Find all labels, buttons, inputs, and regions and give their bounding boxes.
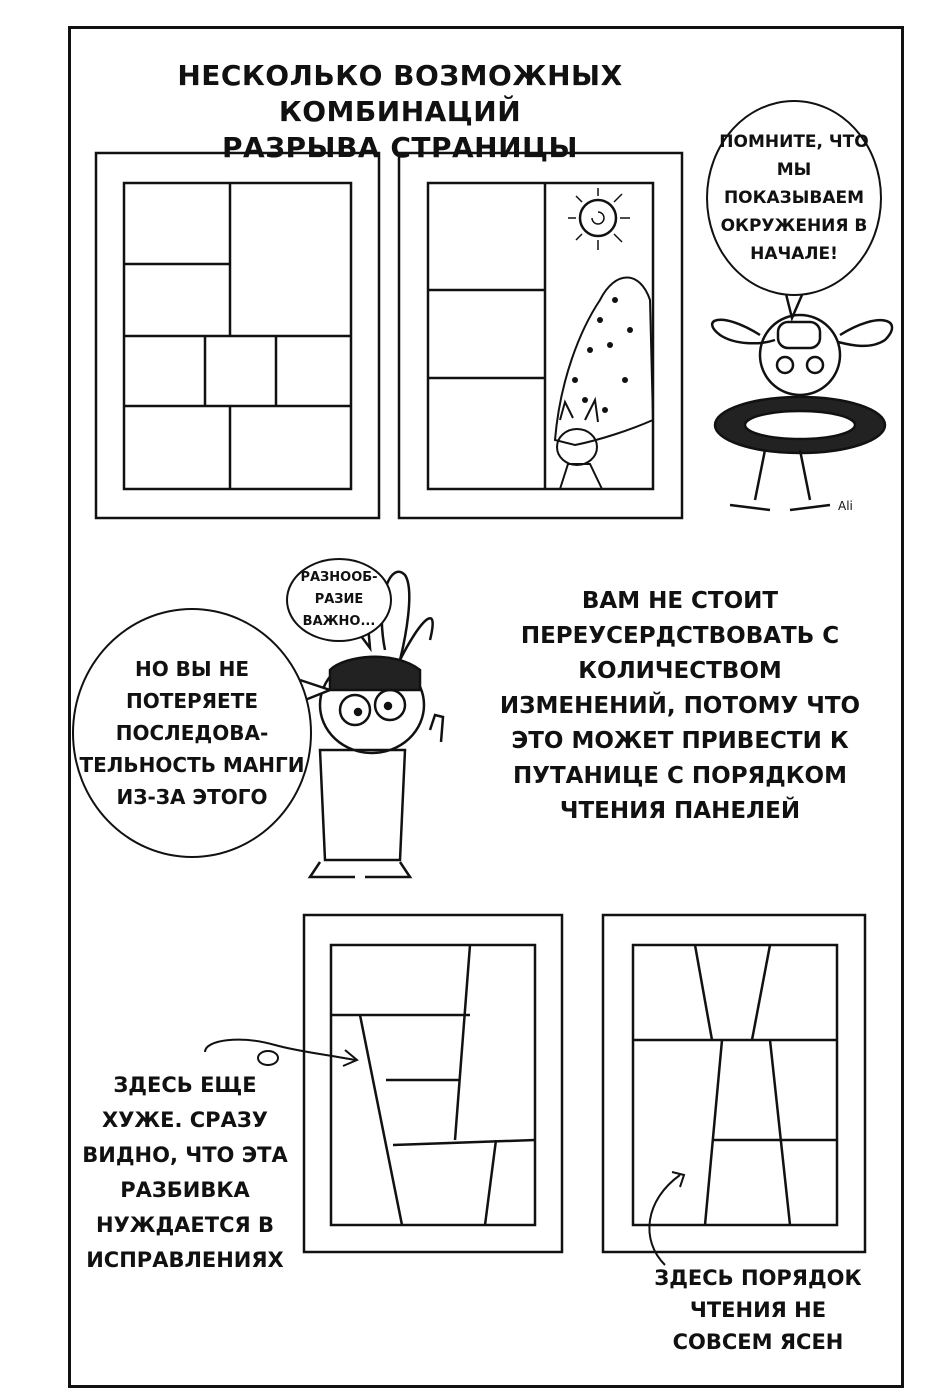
speech-bubble-remember bbox=[706, 100, 882, 296]
arrow-icon bbox=[205, 1040, 355, 1060]
layout-diagram-grid bbox=[96, 153, 379, 518]
rabbit-character-float bbox=[712, 315, 892, 510]
caption-warning: ВАМ НЕ СТОИТ ПЕРЕУСЕРДСТВОВАТЬ С КОЛИЧЕСТВОМ ИЗМЕНЕНИЙ, ПОТОМУ ЧТО ЭТО МОЖЕТ ПРИВЕСТИ К ПУТАНИЦЕ С ПОРЯДКОМ ЧТЕНИЯ ПАНЕЛЕЙ bbox=[499, 588, 861, 824]
speech-bubble-text: РАЗНООБ- РАЗИЕ ВАЖНО... bbox=[300, 570, 378, 629]
layout-diagram-unclear-order bbox=[603, 915, 865, 1252]
speech-bubble-text: НО ВЫ НЕ ПОТЕРЯЕТЕ ПОСЛЕДОВА- ТЕЛЬНОСТЬ МАНГИ ИЗ-ЗА ЭТОГО bbox=[79, 657, 305, 809]
speech-bubble-sequence bbox=[72, 608, 312, 858]
caption-unclear-order: ЗДЕСЬ ПОРЯДОК ЧТЕНИЯ НЕ СОВСЕМ ЯСЕН bbox=[654, 1266, 862, 1354]
speech-bubble-variety bbox=[286, 558, 392, 642]
layout-diagram-slanted bbox=[304, 915, 562, 1252]
page-title: НЕСКОЛЬКО ВОЗМОЖНЫХ КОМБИНАЦИЙ РАЗРЫВА СТРАНИЦЫ bbox=[177, 59, 623, 164]
layout-diagram-tall-panel bbox=[399, 153, 682, 518]
artist-signature: Ali bbox=[838, 499, 853, 513]
speech-bubble-text: ПОМНИТЕ, ЧТО МЫ ПОКАЗЫВАЕМ ОКРУЖЕНИЯ В НАЧАЛЕ! bbox=[719, 132, 869, 264]
caption-worse: ЗДЕСЬ ЕЩЕ ХУЖЕ. СРАЗУ ВИДНО, ЧТО ЭТА РАЗБИВКА НУЖДАЕТСЯ В ИСПРАВЛЕНИЯХ bbox=[82, 1073, 288, 1272]
